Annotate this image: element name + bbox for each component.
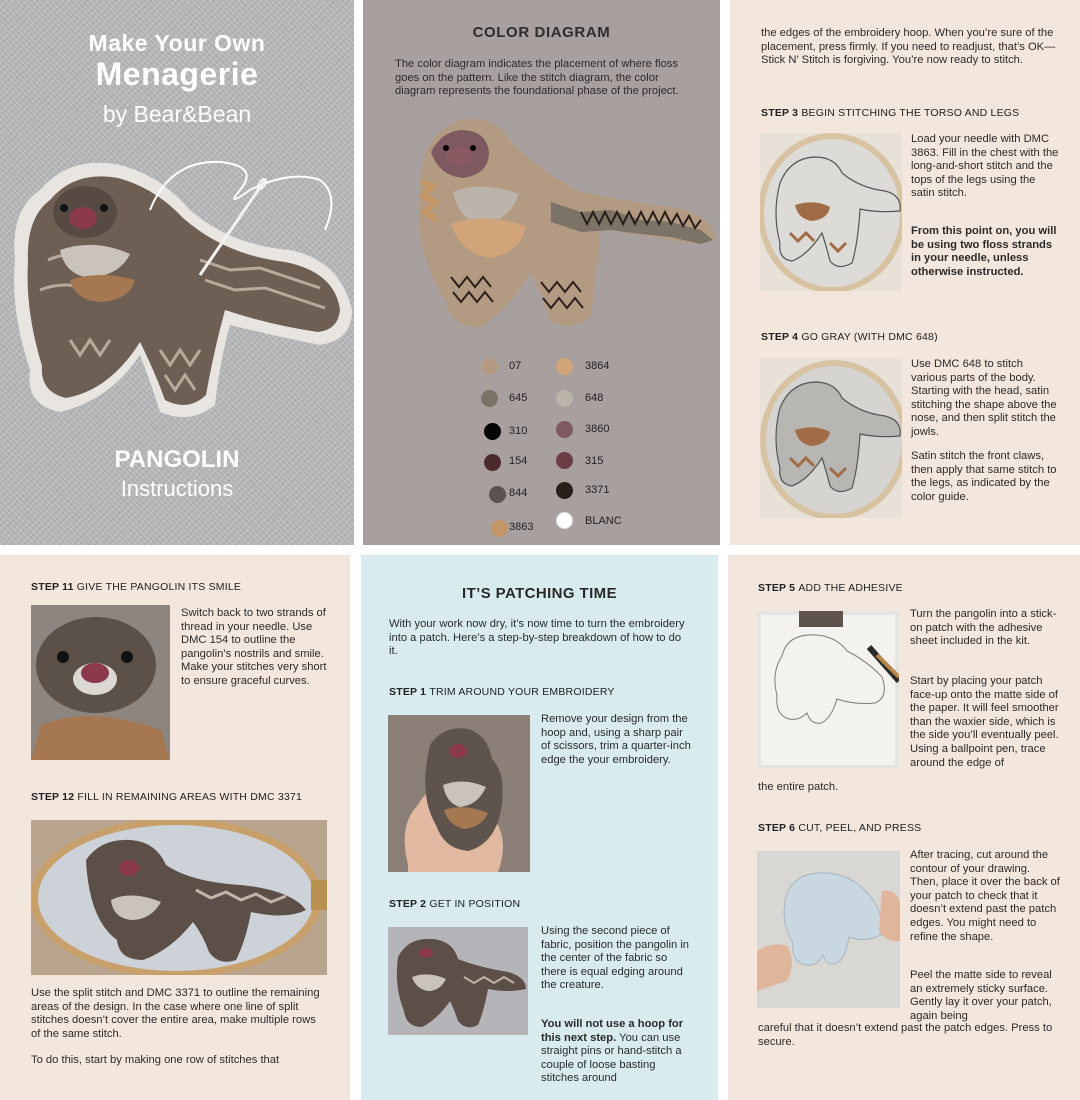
step4-text: Use DMC 648 to stitch various parts of the body. Starting with the head, satin stitching the shape above the nose, and then split stitch the jowls. xyxy=(911,358,1057,438)
color-diagram-panel xyxy=(363,0,720,545)
swatch-310 xyxy=(484,423,501,440)
trim-embroidery-photo xyxy=(388,715,530,872)
swatch-label-310: 310 xyxy=(509,425,528,437)
position-patch-photo xyxy=(388,927,528,1035)
swatch-label-315: 315 xyxy=(585,455,604,467)
step4-text-2: Satin stitch the front claws, then apply that same stitch to the legs, as indicated by the color guide. xyxy=(911,450,1057,503)
step6-label: STEP 6 xyxy=(758,822,796,834)
step6-heading xyxy=(758,822,921,834)
step11-text: Switch back to two strands of thread in your needle. Use DMC 154 to outline the pangolin’s nostrils and smile. Make your stitches very short to ensure graceful curves. xyxy=(181,607,327,687)
swatch-label-154: 154 xyxy=(509,455,528,467)
swatch-07 xyxy=(481,358,498,375)
step6-text-2: Peel the matte side to reveal an extremely sticky surface. Gently lay it over your patch, again being xyxy=(910,969,1052,1022)
step11-heading xyxy=(31,581,241,593)
swatch-315 xyxy=(556,452,573,469)
patching-intro: With your work now dry, it’s now time to turn the embroidery into a patch. Here’s a step-by-step breakdown of how to do it. xyxy=(389,618,685,658)
cover-subtitle: Instructions xyxy=(120,476,234,501)
step3-heading xyxy=(761,107,1019,119)
step4-title: GO GRAY (WITH DMC 648) xyxy=(801,331,938,343)
step11-title: GIVE THE PANGOLIN ITS SMILE xyxy=(76,581,242,593)
patch-step1-heading xyxy=(389,686,615,698)
step5-heading xyxy=(758,582,903,594)
steps-11-12-panel xyxy=(0,555,350,1100)
step12-heading xyxy=(31,791,302,803)
step5-text-3: the entire patch. xyxy=(758,781,839,793)
patch-step2-heading xyxy=(389,898,520,910)
swatch-3864 xyxy=(556,358,573,375)
color-diagram-intro: The color diagram indicates the placement of where floss goes on the pattern. Like the stitch diagram, the color diagram represents the foundational phase of the project. xyxy=(395,58,679,98)
cover-byline: by Bear&Bean xyxy=(102,101,252,127)
swatch-648 xyxy=(556,390,573,407)
patch-step2-bold: You will not use a hoop for this next step. xyxy=(541,1018,684,1044)
swatch-label-3860: 3860 xyxy=(585,423,610,435)
step5-label: STEP 5 xyxy=(758,582,796,594)
step6-text-3: careful that it doesn’t extend past the patch edges. Press to secure. xyxy=(758,1022,1053,1048)
step12-text: Use the split stitch and DMC 3371 to outline the remaining areas of the design. In the case where one line of split stitches doesn’t cover the entire area, make multiple rows of the same stitch. xyxy=(31,987,320,1040)
step5-title: ADD THE ADHESIVE xyxy=(798,582,903,594)
swatch-label-3863: 3863 xyxy=(509,521,534,533)
continuation-text: the edges of the embroidery hoop. When you’re sure of the placement, press firmly. If you need to readjust, that’s OK—Stick N’ Stitch is forgiving. You’re now ready to stitch. xyxy=(761,27,1056,67)
swatch-label-645: 645 xyxy=(509,392,528,404)
steps-3-4-panel xyxy=(730,0,1080,545)
patch-step2-text-2 xyxy=(541,1018,693,1086)
step3-label: STEP 3 xyxy=(761,107,799,119)
patch-step2-title: GET IN POSITION xyxy=(429,898,521,910)
swatch-blanc xyxy=(556,512,573,529)
cover-subject: PANGOLIN xyxy=(114,446,240,473)
step3-bold-note: From this point on, you will be using two floss strands in your needle, unless otherwise instructed. xyxy=(911,225,1057,278)
step4-hoop-photo xyxy=(760,358,902,518)
patching-panel xyxy=(361,555,718,1100)
step5-text: Turn the pangolin into a stick-on patch with the adhesive sheet included in the kit. xyxy=(910,608,1057,648)
patch-step2-label: STEP 2 xyxy=(389,898,427,910)
step11-closeup-photo xyxy=(31,605,170,760)
swatch-3371 xyxy=(556,482,573,499)
cut-adhesive-photo xyxy=(757,851,900,1008)
swatch-label-3371: 3371 xyxy=(585,484,610,496)
step3-text: Load your needle with DMC 3863. Fill in the chest with the long-and-short stitch and the tops of the legs using the satin stitch. xyxy=(911,133,1059,200)
cover-title-line2: Menagerie xyxy=(95,56,259,92)
patch-step1-label: STEP 1 xyxy=(389,686,427,698)
swatch-label-07: 07 xyxy=(509,360,522,372)
needle-thread-icon xyxy=(140,150,340,290)
patching-title: IT’S PATCHING TIME xyxy=(462,585,617,602)
step12-label: STEP 12 xyxy=(31,791,75,803)
swatch-154 xyxy=(484,454,501,471)
patch-step1-title: TRIM AROUND YOUR EMBROIDERY xyxy=(429,686,615,698)
step4-label: STEP 4 xyxy=(761,331,799,343)
steps-5-6-panel xyxy=(728,555,1080,1100)
swatch-3863 xyxy=(491,520,508,537)
swatch-645 xyxy=(481,390,498,407)
swatch-3860 xyxy=(556,421,573,438)
step6-text: After tracing, cut around the contour of your drawing. Then, place it over the back of your patch to check that it doesn’t extend past the patch edges. You might need to refine the shape. xyxy=(910,849,1060,943)
patch-step2-text: Using the second piece of fabric, position the pangolin in the center of the fabric so there is equal edging around the creature. xyxy=(541,925,690,992)
patch-step2-text-rest: You can use straight pins or hand-stitch a couple of loose basting stitches around xyxy=(541,1031,682,1085)
swatch-label-648: 648 xyxy=(585,392,604,404)
step11-label: STEP 11 xyxy=(31,581,74,593)
step5-text-2: Start by placing your patch face-up onto the matte side of the paper. It will feel smoother than the waxier side, which is the side you’ll eventually peel. Using a ballpoint pen, trace around the edge of xyxy=(910,675,1059,769)
step12-hoop-photo xyxy=(31,820,327,975)
step12-text-2: To do this, start by making one row of stitches that xyxy=(31,1054,280,1066)
swatch-label-844: 844 xyxy=(509,487,528,499)
swatch-label-3864: 3864 xyxy=(585,360,610,372)
step6-title: CUT, PEEL, AND PRESS xyxy=(798,822,922,834)
adhesive-tracing-photo xyxy=(757,611,899,768)
cover-panel xyxy=(0,0,354,545)
swatch-label-blanc: BLANC xyxy=(585,515,622,527)
patch-step1-text: Remove your design from the hoop and, using a sharp pair of scissors, trim a quarter-inch edge the your embroidery. xyxy=(541,713,691,766)
pangolin-color-diagram xyxy=(401,112,719,336)
step4-heading xyxy=(761,331,938,343)
cover-title-line1: Make Your Own xyxy=(88,30,266,56)
step3-hoop-photo xyxy=(760,133,902,291)
step3-title: BEGIN STITCHING THE TORSO AND LEGS xyxy=(801,107,1020,119)
swatch-844 xyxy=(489,486,506,503)
step12-title: FILL IN REMAINING AREAS WITH DMC 3371 xyxy=(77,791,302,803)
color-diagram-title: COLOR DIAGRAM xyxy=(472,24,611,41)
